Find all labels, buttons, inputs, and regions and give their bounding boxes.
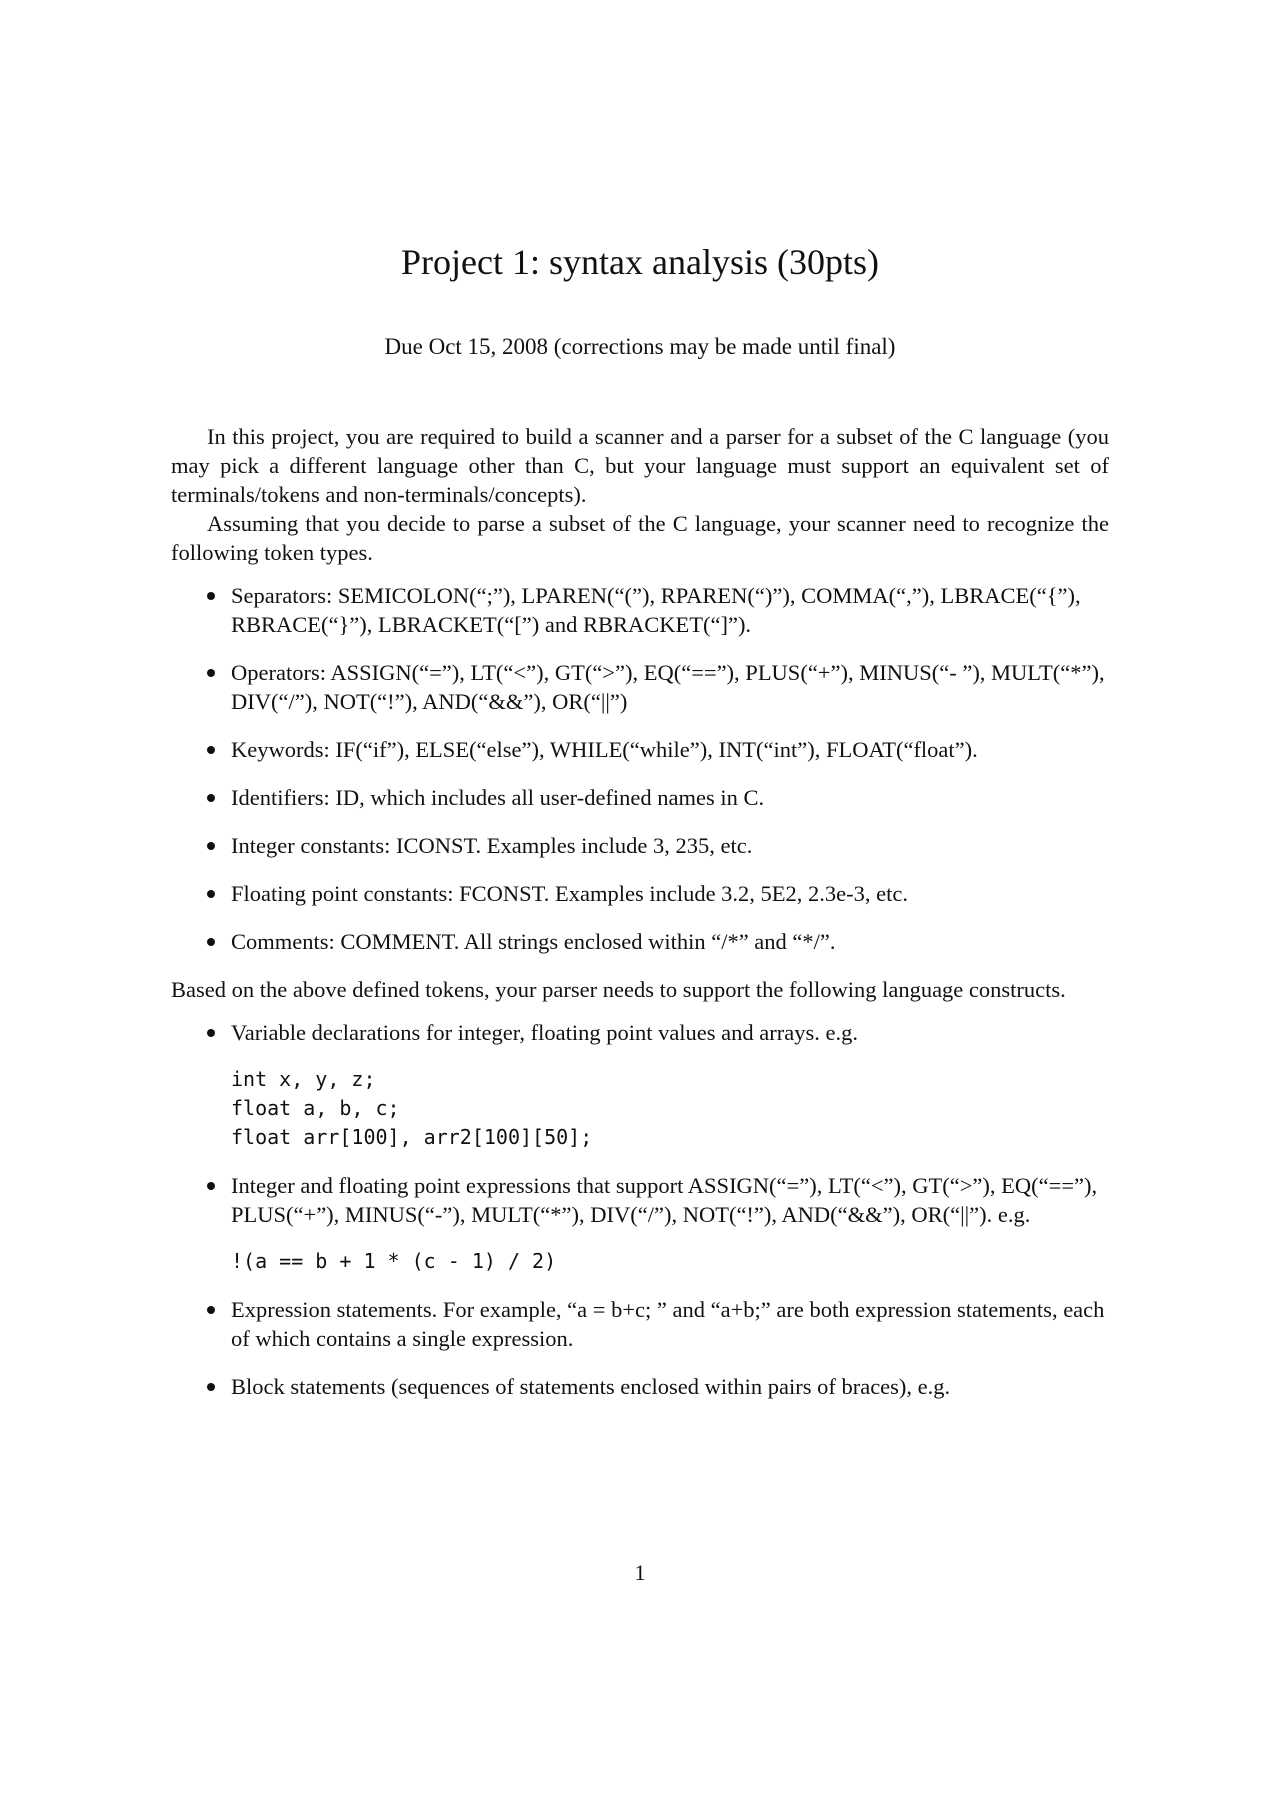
list-item: [171, 1171, 1109, 1276]
list-item: [171, 1295, 1109, 1353]
bullet-icon: [207, 842, 215, 850]
bullet-icon: [207, 1182, 215, 1190]
page-subtitle: Due Oct 15, 2008 (corrections may be made until final): [384, 334, 896, 359]
token-types-list: [171, 581, 1109, 956]
bullet-icon: [207, 669, 215, 677]
intro-paragraph: In this project, you are required to build a scanner and a parser for a subset of the C language (you may pick a different language other than C, but your language must support an equivalent set of terminals/tokens and non-terminals/concepts).: [171, 424, 1109, 507]
list-item-text: Expression statements. For example, “a = b+c; ” and “a+b;” are both expression statements, each of which contains a single expression.: [231, 1297, 1105, 1351]
list-item: [171, 1372, 1109, 1401]
language-constructs-list: [171, 1018, 1109, 1401]
list-item: [171, 735, 1109, 764]
list-item-text: Block statements (sequences of statements enclosed within pairs of braces), e.g.: [231, 1374, 951, 1399]
bullet-icon: [207, 890, 215, 898]
list-item: [171, 1018, 1109, 1152]
bullet-icon: [207, 592, 215, 600]
bullet-icon: [207, 1383, 215, 1391]
page-title: Project 1: syntax analysis (30pts): [401, 242, 879, 282]
assumption-paragraph: Assuming that you decide to parse a subset of the C language, your scanner need to recognize the following token types.: [171, 511, 1109, 565]
list-item: [171, 879, 1109, 908]
bullet-icon: [207, 794, 215, 802]
bullet-icon: [207, 1029, 215, 1037]
code-block-expression: !(a == b + 1 * (c - 1) / 2): [231, 1249, 557, 1273]
list-item: [171, 927, 1109, 956]
bullet-icon: [207, 938, 215, 946]
list-item-text: Operators: ASSIGN(“=”), LT(“<”), GT(“>”), EQ(“==”), PLUS(“+”), MINUS(“- ”), MULT(“*”), DIV(“/”), NOT(“!”), AND(“&&”), OR(“||”): [231, 660, 1105, 714]
bullet-icon: [207, 746, 215, 754]
list-item-text: Integer and floating point expressions that support ASSIGN(“=”), LT(“<”), GT(“>”), EQ(“==”), PLUS(“+”), MINUS(“-”), MULT(“*”), DIV(“/”), NOT(“!”), AND(“&&”), OR(“||”). e.g.: [231, 1173, 1098, 1227]
list-item-text: Separators: SEMICOLON(“;”), LPAREN(“(”), RPAREN(“)”), COMMA(“,”), LBRACE(“{”), RBRACE(“}”), LBRACKET(“[”) and RBRACKET(“]”).: [231, 583, 1081, 637]
list-item: [171, 831, 1109, 860]
list-item-text: Keywords: IF(“if”), ELSE(“else”), WHILE(“while”), INT(“int”), FLOAT(“float”).: [231, 737, 978, 762]
constructs-intro-paragraph: Based on the above defined tokens, your parser needs to support the following language constructs.: [171, 977, 1066, 1002]
list-item: [171, 658, 1109, 716]
code-block-declarations: int x, y, z; float a, b, c; float arr[100], arr2[100][50];: [231, 1067, 593, 1149]
bullet-icon: [207, 1306, 215, 1314]
list-item-text: Identifiers: ID, which includes all user-defined names in C.: [231, 785, 765, 810]
list-item: [171, 581, 1109, 639]
page-number: 1: [634, 1560, 646, 1585]
document-body: [171, 422, 1109, 1420]
list-item-text: Variable declarations for integer, floating point values and arrays. e.g.: [231, 1020, 858, 1045]
list-item-text: Floating point constants: FCONST. Examples include 3.2, 5E2, 2.3e-3, etc.: [231, 881, 908, 906]
list-item-text: Integer constants: ICONST. Examples include 3, 235, etc.: [231, 833, 753, 858]
list-item-text: Comments: COMMENT. All strings enclosed within “/*” and “*/”.: [231, 929, 836, 954]
list-item: [171, 783, 1109, 812]
